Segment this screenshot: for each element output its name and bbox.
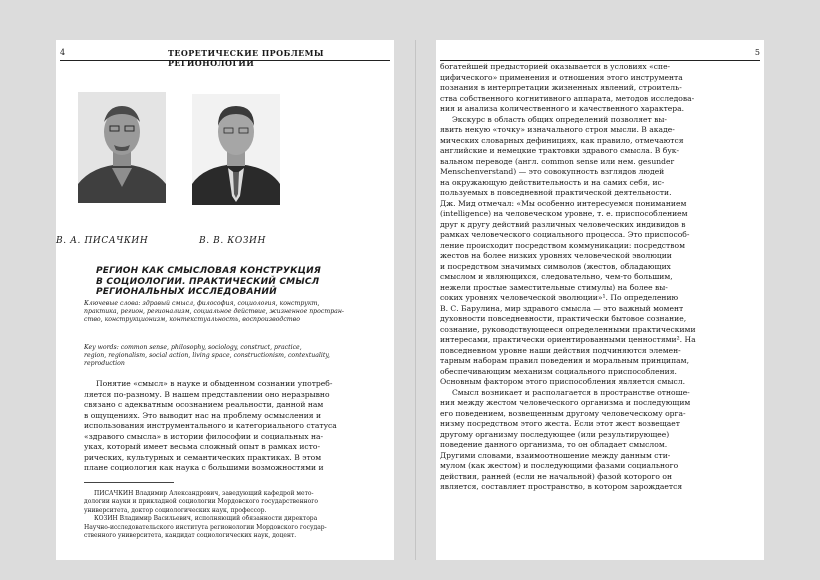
body-line: В. С. Барулина, мир здравого смысла — это важный момент: [440, 303, 684, 313]
body-line: тарным наборам правил поведения и моральным принципам,: [440, 356, 690, 365]
footnote-line: ственного университета, кандидат социологических наук, доцент.: [84, 532, 297, 540]
body-line: в ощущениях. Это выводит нас на проблему осмысления и: [84, 410, 322, 420]
article-title-line: РЕГИОН КАК СМЫСЛОВАЯ КОНСТРУКЦИЯ: [96, 266, 322, 276]
body-line: Основным фактором этого приспособления является смысл.: [440, 377, 685, 386]
body-line: плане социология как наука с большими возможностями и: [84, 463, 324, 472]
keywords-line: reproduction: [84, 360, 125, 368]
body-line: цифического» применения и отношения этого инструмента: [440, 72, 683, 82]
footnote-line: КОЗИН Владимир Васильевич, исполняющий обязанности директора: [94, 515, 318, 523]
body-line: (intelligence) на человеческом уровне, т. е. приспособлением: [440, 209, 688, 218]
body-line: интересами, практически ориентированными ценностями². На: [440, 335, 696, 344]
body-line: ства собственного когнитивного аппарата, методов исследова-: [440, 93, 695, 103]
keywords-line: практика, регион, регионализм, социальное действие, жизненное простран-: [84, 308, 345, 316]
body-line: познания в интерпретации жизненных явлений, строитель-: [440, 83, 682, 92]
body-line: Menschenverstand) — это совокупность взглядов людей: [440, 167, 665, 176]
page-number: 5: [754, 48, 760, 57]
body-line: другому организму последующее (или результирующее): [440, 429, 670, 439]
body-line: пользуемых в повседневной практической деятельности.: [440, 188, 672, 197]
body-line: соких уровнях человеческой эволюции»¹. По определению: [440, 293, 679, 302]
author-footnotes: [84, 490, 389, 540]
book-spine-gutter: [415, 40, 416, 560]
body-line: богатейшей предысторией оказывается в условиях «спе-: [440, 62, 671, 71]
portrait-image: [78, 92, 166, 203]
body-line: ляется по-разному. В нашем представлении оно неразрывно: [84, 389, 330, 399]
keywords-line: Ключевые слова: здравый смысл, философия, социология, конструкт,: [84, 300, 320, 307]
author-photo-pisachkin: [78, 92, 166, 203]
right-body-text: [440, 62, 760, 493]
portrait-image: [192, 94, 280, 205]
body-line: на окружающую действительность и на самих себя, ис-: [440, 177, 665, 187]
body-line: поведение данного организма, то он обладает смыслом.: [440, 440, 668, 449]
footnote-line: университета, доктор социологических наук, профессор.: [84, 506, 267, 514]
right-page: [436, 40, 764, 560]
left-body-text: [84, 379, 384, 474]
body-line: «здравого смысла» в истории философии и социальных на-: [84, 431, 324, 441]
body-line: вальном переводе (англ. common sense или нем. gesunder: [440, 156, 675, 166]
author-photo-kozin: [192, 94, 280, 205]
footnote-separator: [84, 482, 174, 483]
running-head-title: ТЕОРЕТИЧЕСКИЕ ПРОБЛЕМЫ РЕГИОНОЛОГИИ: [168, 48, 324, 68]
author-name-kozin: В. В. КОЗИН: [199, 236, 266, 246]
body-line: является, составляет пространство, в котором зарождается: [440, 482, 683, 491]
body-line: Экскурс в область общих определений позволяет вы-: [452, 114, 668, 124]
keywords-line: region, regionalism, social action, living space, constructionism, contextuality,: [84, 352, 331, 360]
body-line: рамках человеческого социального процесса. Это приспособ-: [440, 230, 690, 239]
body-line: английские и немецкие трактовки здравого смысла. В бук-: [440, 146, 680, 155]
keywords-english: [84, 344, 384, 369]
body-line: сознание, руководствующееся определенными практическими: [440, 324, 696, 334]
keywords-line: Key words: common sense, philosophy, sociology, construct, practice,: [84, 344, 302, 351]
body-line: ление происходит посредством коммуникации: посредством: [440, 240, 685, 250]
article-title-line: В СОЦИОЛОГИИ. ПРАКТИЧЕСКИЙ СМЫСЛ: [96, 276, 320, 287]
body-line: рических, культурных и семантических практиках. В этом: [84, 452, 322, 462]
footnote-line: ПИСАЧКИН Владимир Александрович, заведующий кафедрой мето-: [94, 490, 314, 497]
body-line: его поведением, возвещенным другому человеческому орга-: [440, 408, 686, 418]
running-head: [60, 48, 390, 68]
body-line: духовности повседневности, практически бытовое сознание,: [440, 314, 687, 323]
left-page: [56, 40, 394, 560]
body-line: нежели простые заместительные стимулы) на более вы-: [440, 282, 668, 292]
body-line: смыслом и являющихся, следовательно, чем-то большим,: [440, 272, 673, 281]
body-line: действия, ранней (если не начальной) фазой которого он: [440, 471, 673, 481]
body-line: уках, который имеет весьма сложный опыт в рамках исто-: [84, 442, 321, 451]
body-line: мулом (как жестом) и последующими фазами социального: [440, 461, 679, 470]
article-title: [96, 266, 386, 298]
body-line: явить некую «точку» изначального строя мысли. В акаде-: [440, 125, 675, 134]
body-line: повседневном уровне наши действия подчиняются элемен-: [440, 345, 681, 355]
body-line: друг к другу действий различных человеческих индивидов в: [440, 219, 686, 229]
body-line: ния между жестом человеческого организма и последующим: [440, 398, 691, 407]
body-line: и посредством значимых символов (жестов, обладающих: [440, 261, 671, 271]
keywords-line: ство, конструкционизм, контекстуальность, воспроизводство: [84, 316, 300, 324]
body-line: мических словарных дефинициях, как правило, отмечаются: [440, 135, 684, 145]
body-line: низму посредством этого жеста. Если этот жест возвещает: [440, 419, 680, 428]
body-line: Смысл возникает и располагается в пространстве отноше-: [452, 387, 690, 397]
body-line: использования инструментального и категориального статуса: [84, 421, 337, 430]
footnote-line: Научно-исследовательского института регионологии Мордовского государ-: [84, 523, 327, 531]
body-line: обеспечивающим механизм социального приспособления.: [440, 366, 677, 376]
keywords-russian: [84, 300, 384, 325]
footnote-line: дологии науки и прикладной социологии Мордовского государственного: [84, 498, 318, 506]
article-title-line: РЕГИОНАЛЬНЫХ ИССЛЕДОВАНИЙ: [96, 287, 277, 297]
running-head: [440, 48, 760, 61]
body-line: жестов на более низких уровнях человеческой эволюции: [440, 251, 672, 260]
body-line: Понятие «смысл» в науке и обыденном сознании употреб-: [96, 379, 333, 388]
body-line: ния и анализа количественного и качественного характера.: [440, 104, 685, 113]
body-line: Другими словами, взаимоотношение между данным сти-: [440, 450, 671, 460]
author-name-pisachkin: В. А. ПИСАЧКИН: [56, 236, 149, 246]
body-line: связано с адекватным осознанием реальности, данной нам: [84, 400, 324, 409]
body-line: Дж. Мид отмечал: «Мы особенно интересуемся пониманием: [440, 198, 687, 208]
page-number: 4: [60, 48, 66, 57]
